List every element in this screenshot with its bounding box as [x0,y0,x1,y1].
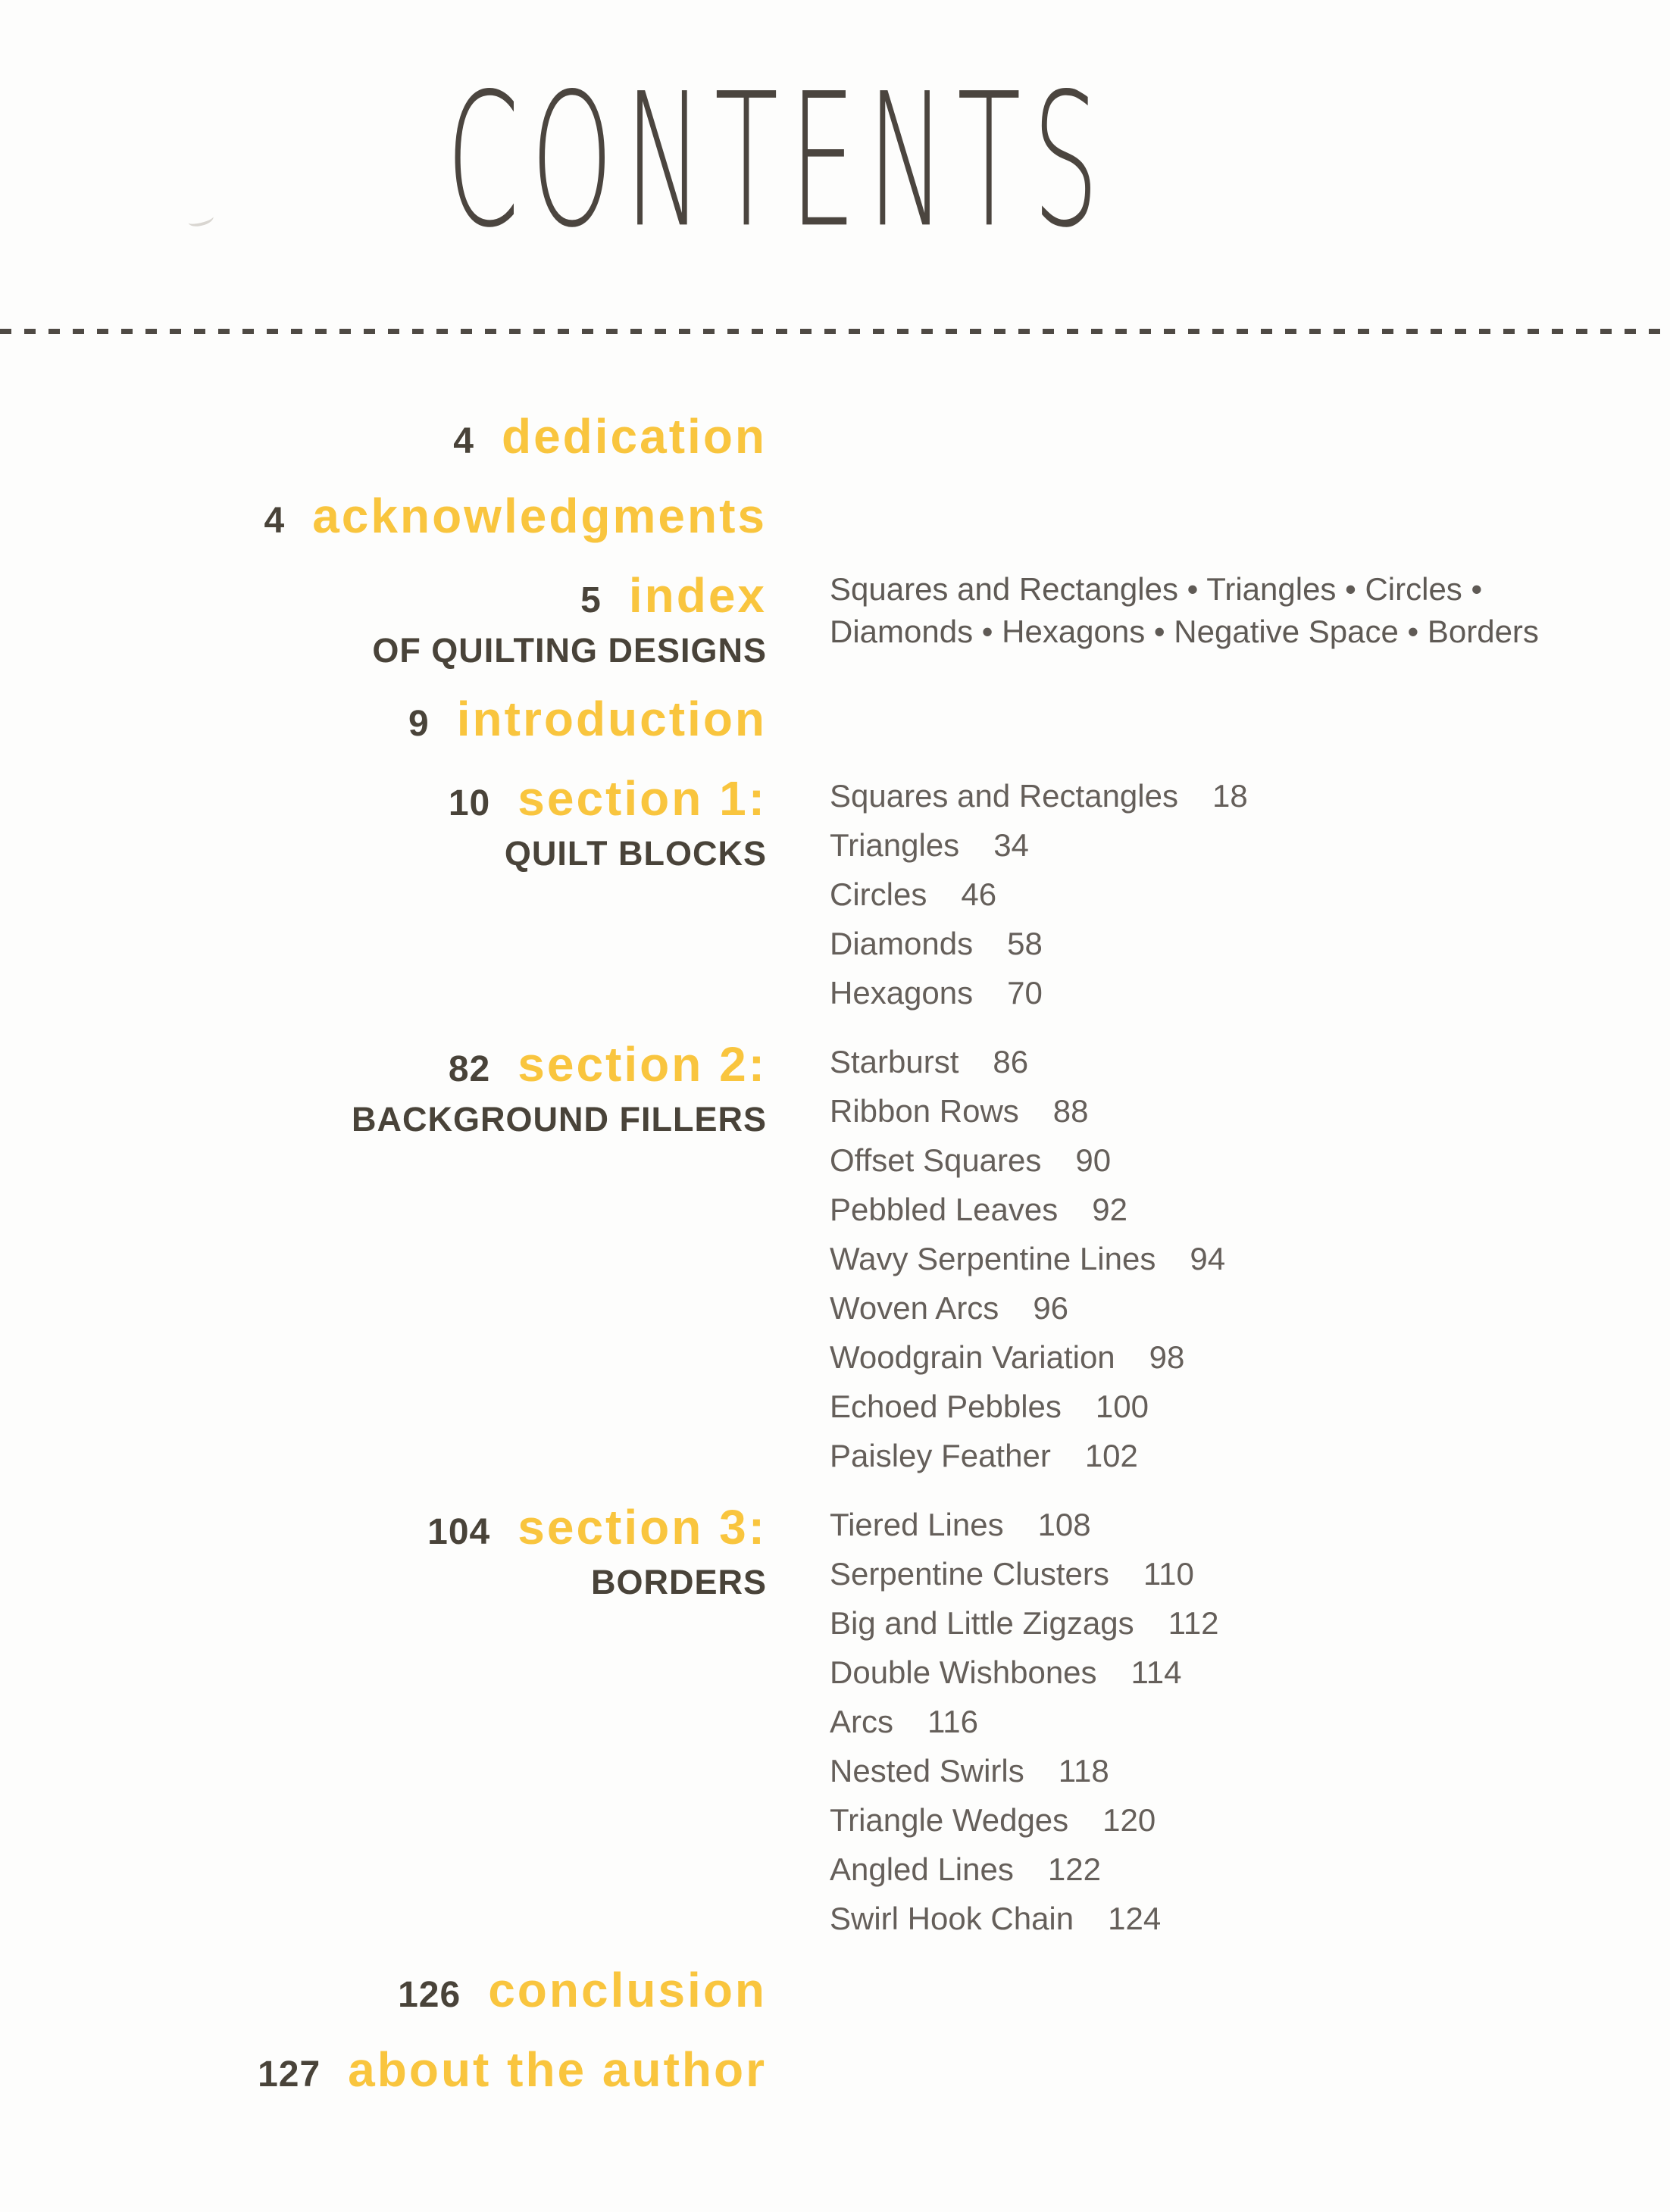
toc-item-label: Nested Swirls [830,1753,1024,1789]
toc-item-page-number: 112 [1168,1605,1219,1641]
toc-item [830,1333,1670,1382]
toc-item-label: Woven Arcs [830,1290,999,1326]
toc-entry-page-number: 104 [427,1512,491,1552]
toc-entry-title: introduction [456,692,767,746]
index-description-line: Diamonds • Hexagons • Negative Space • Borders [830,614,1539,649]
toc-entry-title: dedication [501,409,767,464]
toc-item [830,1845,1670,1894]
toc-entry [0,2042,1670,2102]
page-title-wrap [0,55,1556,303]
toc-entry-head [580,568,767,628]
toc-item-label: Diamonds [830,926,974,961]
toc-item [830,771,1670,820]
toc-item-page-number: 70 [1007,975,1043,1011]
toc-item-label: Triangle Wedges [830,1802,1069,1838]
toc-entry-head [449,1037,767,1097]
toc-entry-page-number: 126 [398,1975,461,2015]
toc-entry-head [264,489,767,548]
toc-item [830,1500,1670,1549]
toc-entry [0,1500,1670,1943]
toc-item-label: Triangles [830,827,960,863]
toc-entry [0,1037,1670,1480]
toc-item [830,1283,1670,1333]
toc-entry [0,409,1670,469]
toc-item-page-number: 46 [961,876,997,912]
toc-item [830,1894,1670,1943]
toc-item [830,1697,1670,1746]
toc-entry-left [0,2042,767,2102]
toc-item-page-number: 102 [1084,1438,1138,1473]
toc-item [830,820,1670,870]
toc-item-label: Echoed Pebbles [830,1389,1062,1424]
toc-entry-items [830,1037,1670,1480]
toc-item-label: Ribbon Rows [830,1093,1019,1129]
toc-entry-left [0,1963,767,2023]
toc-item-label: Wavy Serpentine Lines [830,1241,1156,1276]
toc-item-label: Serpentine Clusters [830,1556,1109,1592]
toc-entry-head [258,2042,767,2102]
toc-item-page-number: 100 [1095,1389,1149,1424]
toc-item-page-number: 122 [1047,1851,1101,1887]
toc-item-page-number: 110 [1143,1556,1194,1592]
toc-item-page-number: 88 [1052,1093,1089,1129]
toc-entry-left [0,771,767,1017]
toc-item-label: Offset Squares [830,1142,1042,1178]
toc-item-page-number: 18 [1212,778,1248,814]
toc-item-label: Pebbled Leaves [830,1192,1059,1227]
toc-item-page-number: 114 [1131,1654,1182,1690]
toc-item [830,1549,1670,1598]
toc-entry-head [398,1963,767,2023]
toc-entry-caption: OF QUILTING DESIGNS [372,631,767,670]
toc-entry-left [0,1500,767,1943]
toc-item-page-number: 118 [1058,1753,1109,1789]
toc-item [830,1234,1670,1283]
toc-entry-left [0,692,767,751]
toc-entry [0,1963,1670,2023]
toc-entry-left [0,1037,767,1480]
toc-item-label: Woodgrain Variation [830,1339,1115,1375]
toc-entry [0,692,1670,751]
toc-item-label: Tiered Lines [830,1507,1004,1542]
toc-entry-caption: BACKGROUND FILLERS [352,1100,767,1139]
toc-entry-items [830,2042,1670,2102]
index-description-line: Squares and Rectangles • Triangles • Circles • [830,571,1483,607]
toc-item-label: Squares and Rectangles [830,778,1178,814]
toc-item-label: Double Wishbones [830,1654,1097,1690]
toc-entry-page-number: 4 [264,501,286,541]
toc-entry-head [453,409,767,469]
toc-entry [0,568,1670,672]
toc-entry-page-number: 10 [448,783,491,823]
toc-item [830,1185,1670,1234]
toc-item [830,1431,1670,1480]
toc-entry-title: acknowledgments [312,489,767,543]
toc-item-label: Circles [830,876,927,912]
toc-item [830,1136,1670,1185]
toc-entry-title: about the author [348,2042,767,2097]
toc-item [830,1648,1670,1697]
toc-item-label: Paisley Feather [830,1438,1051,1473]
toc-entry-page-number: 82 [448,1049,491,1089]
toc-item [830,1598,1670,1648]
toc-item-page-number: 120 [1102,1802,1156,1838]
toc-item [830,870,1670,919]
toc-entry-items [830,1500,1670,1943]
toc-item-label: Angled Lines [830,1851,1014,1887]
toc-entry-left [0,489,767,548]
toc-item-page-number: 116 [927,1704,978,1739]
toc-item-page-number: 34 [993,827,1029,863]
dashed-divider-rule [0,329,1670,334]
toc-item-page-number: 108 [1037,1507,1091,1542]
toc-entry-head [449,771,767,831]
toc-item-page-number: 96 [1033,1290,1069,1326]
toc-entry-items [830,489,1670,548]
toc-item [830,968,1670,1017]
toc-item [830,919,1670,968]
toc-item-page-number: 90 [1075,1142,1112,1178]
toc-item [830,1795,1670,1845]
toc-item-label: Swirl Hook Chain [830,1901,1074,1936]
toc-item [830,1086,1670,1136]
toc-entry-head [408,692,767,751]
toc-entry [0,489,1670,548]
toc-item-page-number: 124 [1108,1901,1162,1936]
toc-entry-title: section 2: [518,1037,767,1092]
toc-entry-items [830,568,1670,672]
toc-entries [0,409,1670,2122]
toc-entry-items [830,409,1670,469]
toc-entry-title: conclusion [488,1963,767,2017]
toc-entry [0,771,1670,1017]
toc-item-page-number: 86 [993,1044,1029,1079]
toc-item [830,1382,1670,1431]
toc-entry-page-number: 127 [258,2054,321,2095]
toc-entry-left [0,568,767,672]
toc-entry-title: index [628,568,767,623]
toc-item-label: Big and Little Zigzags [830,1605,1134,1641]
toc-item-label: Arcs [830,1704,893,1739]
toc-item-page-number: 94 [1190,1241,1226,1276]
toc-entry-caption: QUILT BLOCKS [504,834,767,873]
toc-item-label: Hexagons [830,975,974,1011]
toc-item [830,1037,1670,1086]
toc-entry-items [830,692,1670,751]
toc-entry-items [830,1963,1670,2023]
toc-item [830,1746,1670,1795]
page-title: CONTENTS [446,55,1111,269]
toc-entry-title: section 1: [518,771,767,826]
toc-entry-page-number: 5 [580,580,602,620]
toc-entry-items [830,771,1670,1017]
toc-entry-head [427,1500,767,1560]
toc-item-page-number: 92 [1092,1192,1127,1227]
toc-entry-left [0,409,767,469]
toc-entry-page-number: 9 [408,704,430,744]
toc-item-page-number: 98 [1149,1339,1185,1375]
toc-item-page-number: 58 [1007,926,1043,961]
toc-item-label: Starburst [830,1044,959,1079]
toc-entry-title: section 3: [518,1500,767,1554]
toc-entry-page-number: 4 [453,421,474,461]
toc-entry-caption: BORDERS [590,1563,767,1601]
